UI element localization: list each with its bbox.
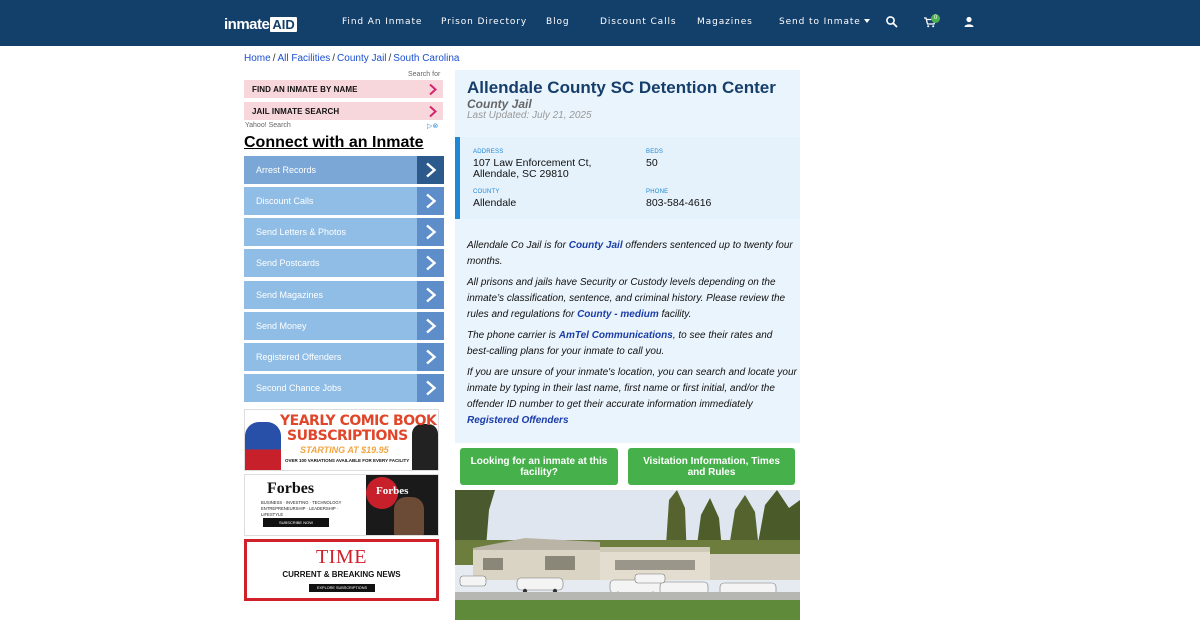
sidebar-item-label: Send Magazines	[256, 290, 324, 300]
time-explore-button[interactable]: EXPLORE SUBSCRIPTIONS	[309, 584, 375, 592]
time-logo: TIME	[316, 546, 367, 568]
forbes-cover-logo: Forbes	[376, 485, 409, 497]
comic-subscription-ad[interactable]	[244, 409, 439, 471]
sidebar-item-arrest-records[interactable]	[244, 156, 444, 184]
county-label: COUNTY	[473, 189, 500, 195]
breadcrumb-all-facilities[interactable]: All Facilities	[277, 53, 331, 64]
yahoo-search-footer: Yahoo! Search	[245, 122, 291, 129]
description-paragraph: The phone carrier is AmTel Communications, to see their rates and best-calling plans for your inmate to call you.	[467, 330, 773, 357]
logo-text-aid: AID	[272, 16, 295, 32]
sidebar-item-label: Send Postcards	[256, 258, 320, 268]
breadcrumb: Home / All Facilities / County Jail / South Carolina	[244, 53, 460, 64]
county-value: Allendale	[473, 197, 517, 209]
sidebar-item-send-letters-photos[interactable]	[244, 218, 444, 246]
yahoo-search-item-label: JAIL INMATE SEARCH	[252, 107, 340, 116]
forbes-subscribe-button[interactable]: SUBSCRIBE NOW	[263, 518, 329, 527]
sidebar-item-label: Second Chance Jobs	[256, 383, 342, 393]
time-subtitle: CURRENT & BREAKING NEWS	[282, 570, 401, 579]
sidebar-item-send-money[interactable]	[244, 312, 444, 340]
time-subscription-ad[interactable]	[244, 539, 439, 601]
address-label: ADDRESS	[473, 149, 504, 155]
county-medium-link[interactable]: County - medium	[577, 309, 659, 320]
nav-send-to-inmate-label: Send to Inmate	[779, 17, 861, 27]
adchoices-icon[interactable]: ▷⊗	[427, 123, 439, 130]
sidebar-item-label: Discount Calls	[256, 196, 314, 206]
find-inmate-at-facility-button[interactable]: Looking for an inmate at this facility?	[460, 448, 618, 485]
yahoo-search-item-label: FIND AN INMATE BY NAME	[252, 85, 358, 94]
chevron-right-icon	[417, 249, 444, 277]
ad-comic-price: STARTING AT $19.95	[300, 445, 389, 455]
sidebar-item-send-postcards[interactable]	[244, 249, 444, 277]
registered-offenders-link[interactable]: Registered Offenders	[467, 415, 569, 426]
logo-text-inmate: inmate	[224, 15, 270, 33]
sidebar-item-registered-offenders[interactable]	[244, 343, 444, 371]
visitation-info-button[interactable]: Visitation Information, Times and Rules	[628, 448, 795, 485]
forbes-magazine-cover	[366, 475, 438, 536]
county-jail-link[interactable]: County Jail	[568, 240, 623, 251]
forbes-tagline: BUSINESS · INVESTING · TECHNOLOGY ENTREPRENEURSHIP · LEADERSHIP · LIFESTYLE	[261, 500, 342, 517]
sidebar-item-discount-calls[interactable]	[244, 187, 444, 215]
sidebar-item-label: Registered Offenders	[256, 352, 342, 362]
chevron-right-icon	[417, 218, 444, 246]
breadcrumb-county-jail[interactable]: County Jail	[337, 53, 387, 64]
connect-title: Connect with an Inmate	[244, 134, 424, 151]
nav-magazines[interactable]: Magazines	[697, 17, 753, 27]
superhero-illustration	[245, 422, 281, 471]
description-paragraph: If you are unsure of your inmate's location, you can search and locate your inmate by typing in their last name, first name or first initial, and/or the offender ID number to get their accurate information immediately Registered Offenders	[467, 367, 797, 426]
search-icon[interactable]	[885, 15, 899, 29]
facility-type: County Jail	[467, 97, 532, 111]
site-logo[interactable]	[224, 14, 297, 34]
sidebar-item-send-magazines[interactable]	[244, 281, 444, 309]
facility-info-box	[455, 137, 800, 219]
nav-discount-calls[interactable]: Discount Calls	[600, 17, 677, 27]
chevron-right-icon	[428, 83, 438, 96]
superhero-illustration	[412, 424, 438, 471]
chevron-right-icon	[417, 187, 444, 215]
breadcrumb-south-carolina[interactable]: South Carolina	[393, 53, 460, 64]
address-line1: 107 Law Enforcement Ct,	[473, 157, 592, 169]
sidebar-item-label: Send Letters & Photos	[256, 227, 347, 237]
forbes-subscription-ad[interactable]	[244, 474, 439, 536]
description-paragraph: Allendale Co Jail is for County Jail offenders sentenced up to twenty four months.	[467, 240, 793, 267]
nav-blog[interactable]: Blog	[546, 17, 570, 27]
sidebar-item-label: Send Money	[256, 321, 307, 331]
top-navbar	[0, 0, 1200, 46]
chevron-right-icon	[428, 105, 438, 118]
sidebar-item-second-chance-jobs[interactable]	[244, 374, 444, 402]
nav-find-an-inmate[interactable]: Find An Inmate	[342, 17, 423, 27]
user-icon[interactable]	[962, 15, 976, 29]
chevron-right-icon	[417, 281, 444, 309]
phone-value[interactable]: 803-584-4616	[646, 197, 712, 209]
caret-down-icon	[864, 19, 870, 23]
facility-photo	[455, 490, 800, 620]
chevron-right-icon	[417, 156, 444, 184]
description-paragraph: All prisons and jails have Security or Custody levels depending on the inmate’s classification, sentence, and criminal history. Please review the rules and regulations for County - medium facility.	[467, 277, 786, 320]
chevron-right-icon	[417, 343, 444, 371]
breadcrumb-home[interactable]: Home	[244, 53, 271, 64]
amtel-communications-link[interactable]: AmTel Communications	[558, 330, 673, 341]
ad-comic-line2: SUBSCRIPTIONS	[287, 428, 408, 444]
address-line2: Allendale, SC 29810	[473, 168, 569, 180]
page-title: Allendale County SC Detention Center	[467, 78, 776, 97]
yahoo-search-item[interactable]	[244, 80, 443, 99]
chevron-right-icon	[417, 312, 444, 340]
phone-label: PHONE	[646, 189, 669, 195]
search-for-label: Search for	[408, 71, 441, 78]
sidebar-item-label: Arrest Records	[256, 165, 317, 175]
chevron-right-icon	[417, 374, 444, 402]
ad-comic-fineprint: OVER 100 VARIATIONS AVAILABLE FOR EVERY FACILITY	[285, 458, 410, 463]
last-updated: Last Updated: July 21, 2025	[467, 110, 592, 121]
ad-comic-line1: YEARLY COMIC BOOK	[280, 413, 437, 429]
beds-label: BEDS	[646, 149, 664, 155]
nav-send-to-inmate[interactable]	[779, 17, 870, 27]
nav-prison-directory[interactable]: Prison Directory	[441, 17, 528, 27]
yahoo-search-item[interactable]	[244, 102, 443, 121]
beds-value: 50	[646, 157, 658, 169]
forbes-logo: Forbes	[267, 480, 315, 497]
cart-count-badge: 0	[931, 14, 940, 23]
